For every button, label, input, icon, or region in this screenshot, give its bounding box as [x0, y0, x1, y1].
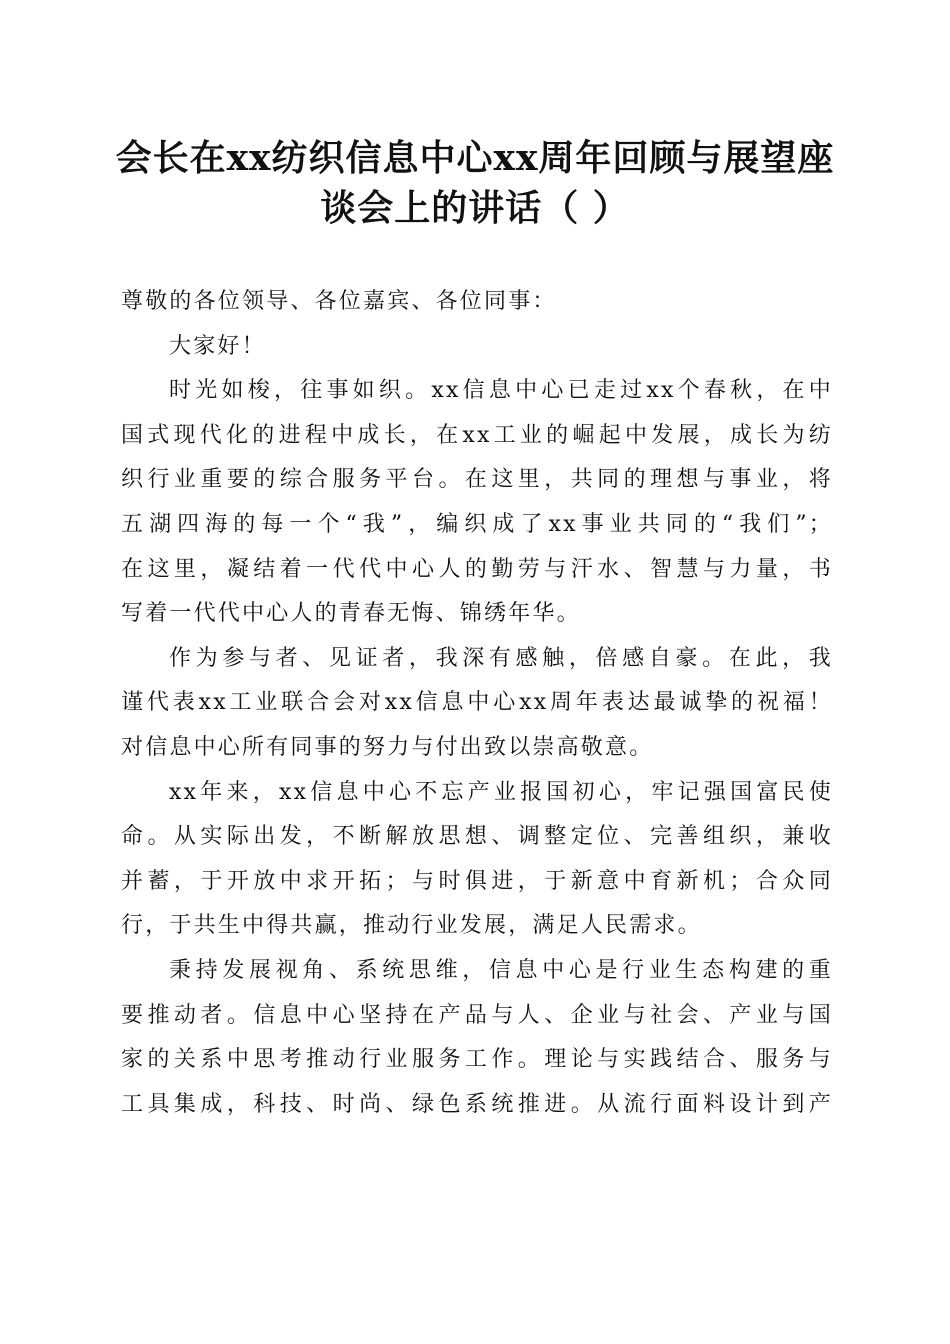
title-line-2: 谈会上的讲话（ ）: [320, 187, 630, 229]
paragraph-line: 家的关系中思考推动行业服务工作。理论与实践结合、服务与: [121, 1047, 833, 1073]
title-line-1: 会长在xx纺织信息中心xx周年回顾与展望座: [115, 137, 835, 179]
paragraph-line: 织行业重要的综合服务平台。在这里，共同的理想与事业，将: [121, 467, 833, 493]
paragraph-line: 写着一代代中心人的青春无悔、锦绣年华。: [121, 601, 581, 627]
salutation: 尊敬的各位领导、各位嘉宾、各位同事：: [121, 289, 557, 314]
paragraph-line: 在这里，凝结着一代代中心人的勤劳与汗水、智慧与力量，书: [121, 556, 833, 582]
document-body: [121, 280, 833, 1127]
paragraph-line: 工具集成，科技、时尚、绿色系统推进。从流行面料设计到产: [121, 1091, 833, 1117]
paragraph-line: 要推动者。信息中心坚持在产品与人、企业与社会、产业与国: [121, 1002, 833, 1028]
paragraph-line: 命。从实际出发，不断解放思想、调整定位、完善组织，兼收: [121, 824, 833, 850]
paragraph-3: [121, 771, 833, 949]
paragraph-line: 五湖四海的每一个“我”，编织成了xx事业共同的“我们”；: [121, 511, 833, 537]
greeting: 大家好！: [169, 333, 266, 359]
paragraph-line: 行，于共生中得共赢，推动行业发展，满足人民需求。: [121, 913, 702, 939]
document-title: [100, 133, 850, 233]
paragraph-line: xx年来，xx信息中心不忘产业报国初心，牢记强国富民使: [169, 779, 833, 805]
paragraph-line: 国式现代化的进程中成长，在xx工业的崛起中发展，成长为纺: [121, 422, 833, 448]
paragraph-1: [121, 369, 833, 637]
paragraph-line: 时光如梭，往事如织。xx信息中心已走过xx个春秋，在中: [169, 378, 833, 404]
paragraph-2: [121, 637, 833, 771]
paragraph-4: [121, 949, 833, 1127]
paragraph-line: 秉持发展视角、系统思维，信息中心是行业生态构建的重: [169, 957, 833, 983]
paragraph-line: 并蓄，于开放中求开拓；与时俱进，于新意中育新机；合众同: [121, 868, 833, 894]
paragraph-line: 对信息中心所有同事的努力与付出致以崇高敬意。: [121, 734, 654, 760]
paragraph-line: 作为参与者、见证者，我深有感触，倍感自豪。在此，我: [169, 645, 833, 671]
paragraph-line: 谨代表xx工业联合会对xx信息中心xx周年表达最诚挚的祝福！: [121, 690, 833, 716]
